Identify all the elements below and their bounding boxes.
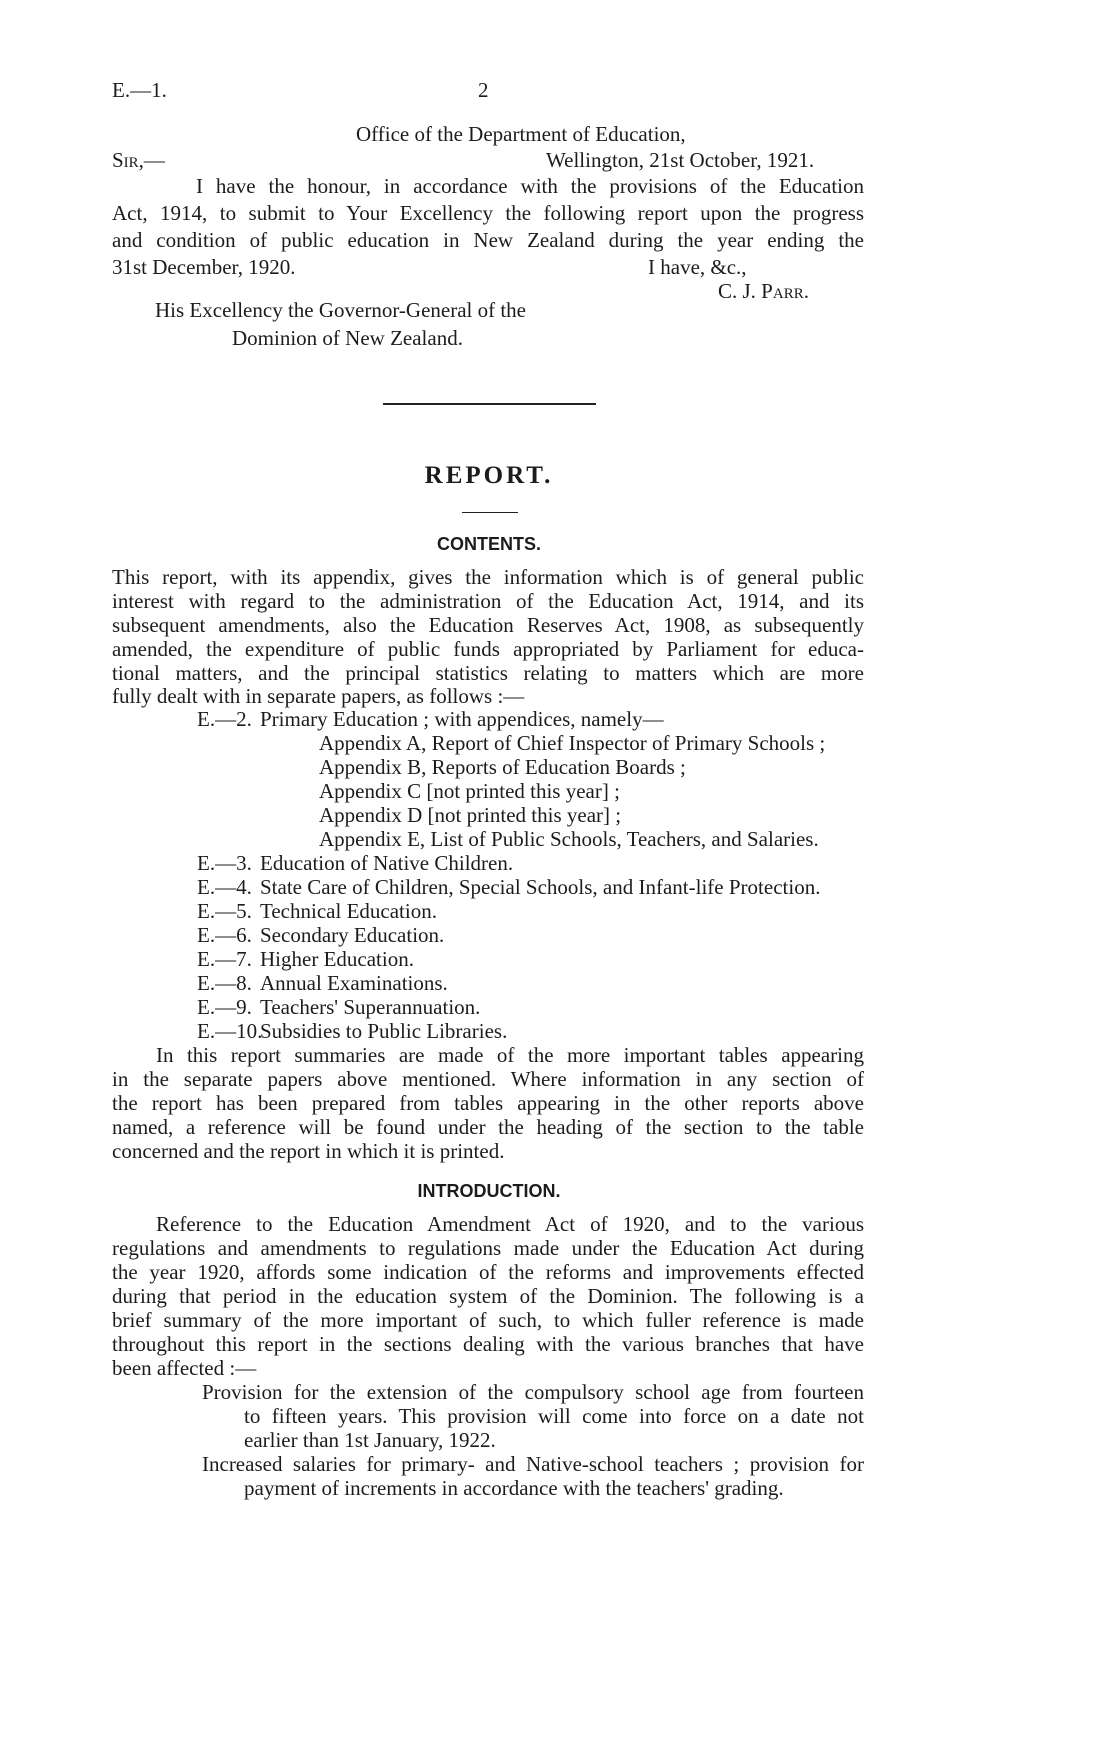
summary-para-line: the report has been prepared from tables appearing in the other reports above: [112, 1091, 864, 1115]
appendix-item: Appendix C [not printed this year] ;: [319, 779, 620, 803]
intro-para-line: Reference to the Education Amendment Act of 1920, and to the various: [156, 1212, 864, 1236]
appendix-item: Appendix B, Reports of Education Boards ;: [319, 755, 686, 779]
summary-para-line: In this report summaries are made of the more important tables appearing: [156, 1043, 864, 1067]
toc-title: Secondary Education.: [260, 923, 445, 947]
letter-signature: C. J. Parr.: [718, 279, 809, 303]
contents-para-last-line: fully dealt with in separate papers, as follows :—: [112, 684, 525, 708]
letter-addressee: Dominion of New Zealand.: [232, 326, 463, 350]
toc-code: E.—8.: [197, 971, 252, 995]
toc-title: Annual Examinations.: [260, 971, 448, 995]
toc-code: E.—6.: [197, 923, 252, 947]
intro-para-last-line: been affected :—: [112, 1356, 257, 1380]
toc-code: E.—4.: [197, 875, 252, 899]
section-divider: [383, 403, 596, 405]
page-ref: E.—1.: [112, 78, 167, 102]
toc-title: State Care of Children, Special Schools, and Infant-life Protection.: [260, 875, 821, 899]
letter-body-line: and condition of public education in New Zealand during the year ending the: [112, 228, 864, 252]
intro-para-line: brief summary of the more important of such, to which fuller reference is made: [112, 1308, 864, 1332]
intro-para-line: the year 1920, affords some indication of the reforms and improvements effected: [112, 1260, 864, 1284]
provision-last-line: payment of increments in accordance with the teachers' grading.: [244, 1476, 784, 1500]
contents-para-line: subsequent amendments, also the Education Reserves Act, 1908, as subsequently: [112, 613, 864, 637]
contents-para-line: This report, with its appendix, gives the information which is of general public: [112, 565, 864, 589]
provision-last-line: earlier than 1st January, 1922.: [244, 1428, 496, 1452]
summary-para-line: named, a reference will be found under the heading of the section to the table: [112, 1115, 864, 1139]
intro-para-line: during that period in the education system of the Dominion. The following is a: [112, 1284, 864, 1308]
toc-code: E.—2.: [197, 707, 252, 731]
toc-code: E.—10.: [197, 1019, 263, 1043]
appendix-item: Appendix D [not printed this year] ;: [319, 803, 622, 827]
letter-body-line: Act, 1914, to submit to Your Excellency the following report upon the progress: [112, 201, 864, 225]
toc-code: E.—7.: [197, 947, 252, 971]
toc-title: Subsidies to Public Libraries.: [260, 1019, 508, 1043]
provision-line: to fifteen years. This provision will come into force on a date not: [244, 1404, 864, 1428]
provision-line: Provision for the extension of the compulsory school age from fourteen: [202, 1380, 864, 1404]
summary-para-last-line: concerned and the report in which it is printed.: [112, 1139, 505, 1163]
toc-title: Primary Education ; with appendices, namely—: [260, 707, 664, 731]
provision-line: Increased salaries for primary- and Native-school teachers ; provision for: [202, 1452, 864, 1476]
letter-closing: I have, &c.,: [648, 255, 747, 279]
toc-code: E.—5.: [197, 899, 252, 923]
summary-para-line: in the separate papers above mentioned. Where information in any section of: [112, 1067, 864, 1091]
toc-title: Education of Native Children.: [260, 851, 514, 875]
letter-addressee: His Excellency the Governor-General of the: [155, 298, 527, 322]
contents-para-line: tional matters, and the principal statistics relating to matters which are more: [112, 661, 864, 685]
letter-salutation: Sir,—: [112, 148, 165, 172]
letter-body-last-line: 31st December, 1920.: [112, 255, 296, 279]
contents-heading: CONTENTS.: [436, 534, 541, 554]
appendix-item: Appendix E, List of Public Schools, Teachers, and Salaries.: [319, 827, 819, 851]
letter-body-line: I have the honour, in accordance with the provisions of the Education: [196, 174, 864, 198]
toc-code: E.—3.: [197, 851, 252, 875]
toc-code: E.—9.: [197, 995, 252, 1019]
title-underline: [462, 512, 518, 513]
contents-para-line: amended, the expenditure of public funds appropriated by Parliament for educa-: [112, 637, 864, 661]
letter-place-date: Wellington, 21st October, 1921.: [546, 148, 815, 172]
appendix-item: Appendix A, Report of Chief Inspector of Primary Schools ;: [319, 731, 826, 755]
intro-para-line: regulations and amendments to regulations made under the Education Act during: [112, 1236, 864, 1260]
introduction-heading: INTRODUCTION.: [417, 1181, 561, 1201]
contents-para-line: interest with regard to the administration of the Education Act, 1914, and its: [112, 589, 864, 613]
toc-title: Teachers' Superannuation.: [260, 995, 481, 1019]
toc-title: Technical Education.: [260, 899, 437, 923]
report-title: REPORT.: [424, 462, 554, 489]
intro-para-line: throughout this report in the sections dealing with the various branches that have: [112, 1332, 864, 1356]
letter-office: Office of the Department of Education,: [356, 122, 686, 146]
page-number: 2: [478, 78, 489, 102]
toc-title: Higher Education.: [260, 947, 414, 971]
